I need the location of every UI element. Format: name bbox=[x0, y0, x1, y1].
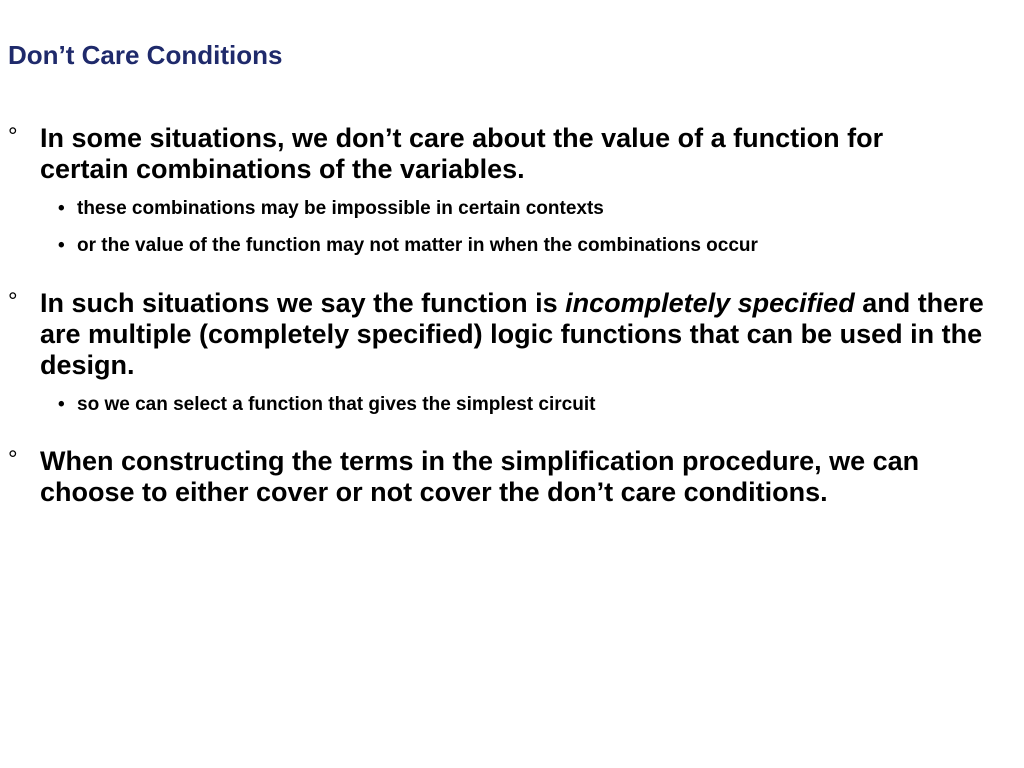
dot-bullet-icon: • bbox=[58, 235, 65, 256]
main-bullet-text: In some situations, we don’t care about the value of a function for certain combinations of the variables. bbox=[40, 123, 884, 184]
main-bullet-text-after: and there are multiple (completely specified) logic functions that can be used in the design. bbox=[40, 288, 984, 380]
bullet-group-1 bbox=[0, 123, 1024, 258]
sub-bullet-text: or the value of the function may not matter in when the combinations occur bbox=[77, 235, 758, 256]
main-bullet-text-before: In such situations we say the function is bbox=[40, 288, 566, 318]
sub-bullet-text: so we can select a function that gives the simplest circuit bbox=[77, 394, 596, 415]
main-bullet-2 bbox=[0, 288, 1015, 381]
sub-bullet-2-1 bbox=[0, 393, 1024, 417]
bullet-group-3 bbox=[0, 446, 1024, 508]
main-bullet-3 bbox=[0, 446, 1000, 508]
main-bullet-1 bbox=[0, 123, 920, 185]
main-bullet-text: When constructing the terms in the simplification procedure, we can choose to either cover or not cover the don’t care conditions. bbox=[40, 446, 920, 507]
sub-bullet-1-2 bbox=[0, 234, 1024, 258]
dot-bullet-icon: • bbox=[58, 198, 65, 219]
degree-bullet-icon: ° bbox=[8, 288, 18, 315]
degree-bullet-icon: ° bbox=[8, 123, 18, 150]
degree-bullet-icon: ° bbox=[8, 446, 18, 473]
dot-bullet-icon: • bbox=[58, 394, 65, 415]
sub-bullet-text: these combinations may be impossible in certain contexts bbox=[77, 198, 604, 219]
sub-bullet-1-1 bbox=[0, 197, 1024, 221]
bullet-group-2 bbox=[0, 288, 1024, 417]
slide-title: Don’t Care Conditions bbox=[8, 40, 283, 70]
main-bullet-emphasis: incompletely specified bbox=[565, 288, 855, 318]
